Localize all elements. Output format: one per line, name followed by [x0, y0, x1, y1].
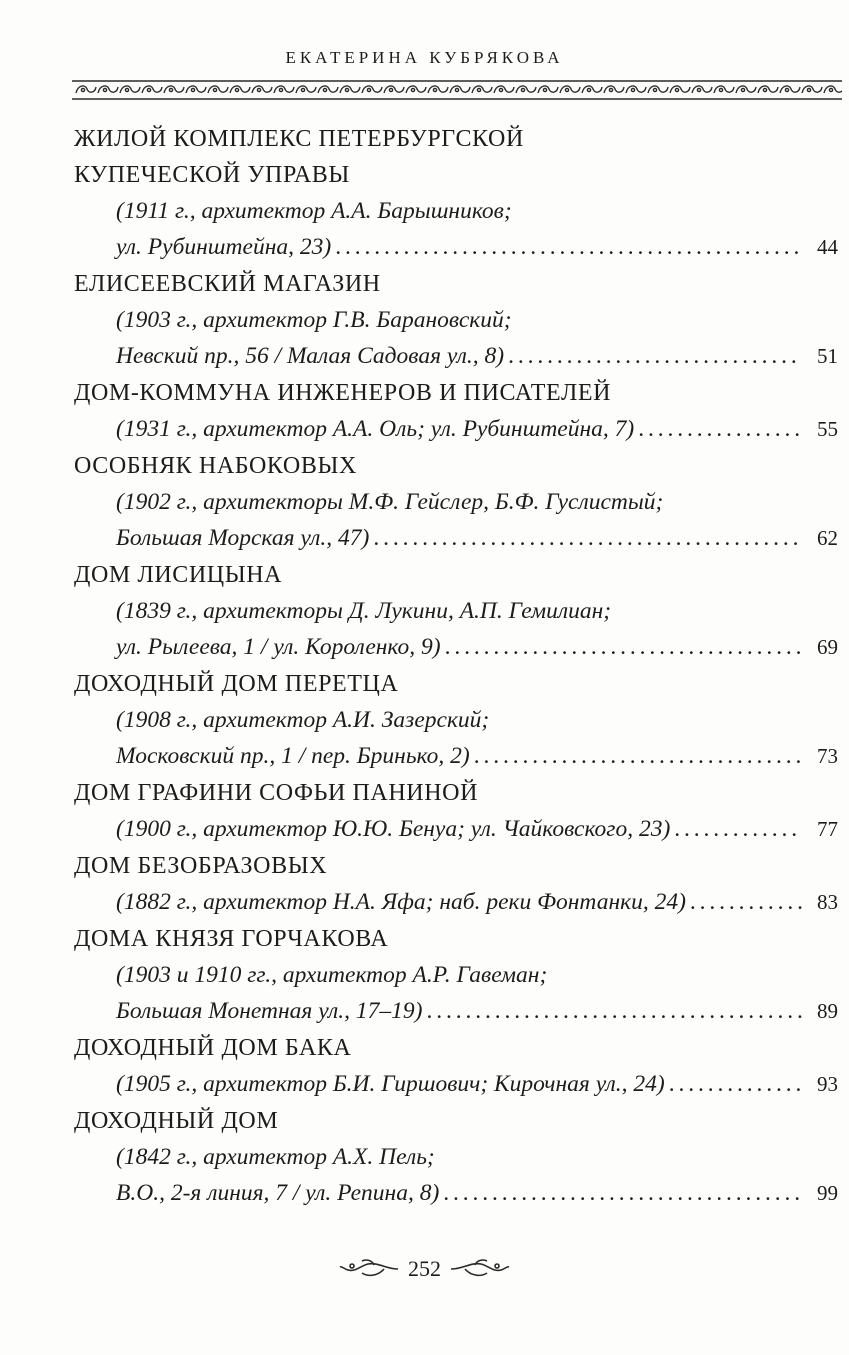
toc-entry-page: 77 [817, 817, 838, 841]
toc-entry-title: ДОХОДНЫЙ ДОМ БАКА [74, 1035, 352, 1061]
toc-entry [74, 266, 838, 374]
ornament-band [72, 79, 842, 101]
toc-entry [74, 1030, 838, 1102]
toc-entry [74, 775, 838, 847]
toc-entry-detail: (1882 г., архитектор Н.А. Яфа; наб. реки Фонтанки, 24) [116, 889, 686, 915]
dot-leader [690, 884, 802, 920]
toc-entry-title: ЕЛИСЕЕВСКИЙ МАГАЗИН [74, 271, 381, 297]
running-head: ЕКАТЕРИНА КУБРЯКОВА [285, 48, 564, 67]
toc-entry [74, 121, 838, 265]
toc-entry-detail: (1842 г., архитектор А.Х. Пель; [116, 1144, 435, 1170]
toc-entry-detail: ул. Рылеева, 1 / ул. Короленко, 9) [116, 634, 441, 660]
toc-entry-title: ОСОБНЯК НАБОКОВЫХ [74, 453, 357, 479]
right-fleuron-icon [449, 1258, 511, 1280]
dot-leader [426, 993, 802, 1029]
dot-leader [638, 411, 802, 447]
page-number: 252 [408, 1256, 441, 1281]
toc-entry-detail: (1900 г., архитектор Ю.Ю. Бенуа; ул. Чайковского, 23) [116, 816, 671, 842]
toc-entry [74, 557, 838, 665]
dot-leader [508, 338, 802, 374]
dot-leader [443, 1175, 802, 1211]
toc-entry-page: 83 [817, 890, 838, 914]
toc-entry-title: ДОХОДНЫЙ ДОМ [74, 1108, 279, 1134]
toc-entry-title: ДОМА КНЯЗЯ ГОРЧАКОВА [74, 926, 389, 952]
toc-entry-detail-line [74, 1066, 838, 1102]
toc-entry-page: 62 [817, 526, 838, 550]
toc-entry-detail: (1908 г., архитектор А.И. Зазерский; [116, 707, 490, 733]
toc-entry-detail: В.О., 2-я линия, 7 / ул. Репина, 8) [116, 1180, 440, 1206]
dot-leader [669, 1066, 802, 1102]
dot-leader [373, 520, 802, 556]
dot-leader [335, 229, 802, 265]
toc-entry-detail-line [74, 1175, 838, 1211]
left-fleuron-icon [338, 1258, 400, 1280]
toc-entry-detail: (1839 г., архитекторы Д. Лукини, А.П. Гемилиан; [116, 598, 612, 624]
toc-entry-detail-line [74, 520, 838, 556]
toc-entry-detail-line [74, 629, 838, 665]
dot-leader [674, 811, 802, 847]
toc-entry-detail: ул. Рубинштейна, 23) [116, 234, 332, 260]
toc-entry-page: 51 [817, 344, 838, 368]
toc-entry-title: ЖИЛОЙ КОМПЛЕКС ПЕТЕРБУРГСКОЙ [74, 126, 524, 152]
toc-entry-detail: (1905 г., архитектор Б.И. Гиршович; Кирочная ул., 24) [116, 1071, 665, 1097]
toc-entry-page: 69 [817, 635, 838, 659]
toc-entry-detail: Большая Морская ул., 47) [116, 525, 370, 551]
toc-entry-page: 89 [817, 999, 838, 1023]
toc-entry-page: 99 [817, 1181, 838, 1205]
toc-entry-detail-line [74, 811, 838, 847]
toc-entry [74, 848, 838, 920]
toc-entry-detail: (1903 и 1910 гг., архитектор А.Р. Гавеман; [116, 962, 548, 988]
toc-entry-page: 55 [817, 417, 838, 441]
toc-entry-detail-line [74, 993, 838, 1029]
toc-entry [74, 448, 838, 556]
dot-leader [474, 738, 802, 774]
toc-entry-detail: (1911 г., архитектор А.А. Барышников; [116, 198, 512, 224]
toc-entry-title: КУПЕЧЕСКОЙ УПРАВЫ [74, 162, 350, 188]
toc-entry-page: 44 [817, 235, 838, 259]
toc-entry-title: ДОМ ЛИСИЦЫНА [74, 562, 283, 588]
toc-entry-title: ДОМ БЕЗОБРАЗОВЫХ [74, 853, 328, 879]
toc-entry [74, 1103, 838, 1211]
toc-entry-detail-line [74, 338, 838, 374]
toc-entry-title: ДОМ ГРАФИНИ СОФЬИ ПАНИНОЙ [74, 780, 479, 806]
page-footer [0, 1256, 849, 1282]
table-of-contents [74, 121, 838, 1212]
toc-entry-page: 93 [817, 1072, 838, 1096]
toc-entry-detail-line [74, 411, 838, 447]
toc-entry-detail: Большая Монетная ул., 17–19) [116, 998, 423, 1024]
dot-leader [445, 629, 802, 665]
toc-entry-detail: (1931 г., архитектор А.А. Оль; ул. Рубинштейна, 7) [116, 416, 635, 442]
toc-entry [74, 921, 838, 1029]
toc-entry-detail: (1902 г., архитекторы М.Ф. Гейслер, Б.Ф. Гуслистый; [116, 489, 664, 515]
toc-entry-detail-line [74, 229, 838, 265]
toc-entry-detail: Невский пр., 56 / Малая Садовая ул., 8) [116, 343, 505, 369]
toc-entry-detail: Московский пр., 1 / пер. Бринько, 2) [116, 743, 470, 769]
toc-entry [74, 375, 838, 447]
toc-entry-title: ДОХОДНЫЙ ДОМ ПЕРЕТЦА [74, 671, 399, 697]
toc-entry-page: 73 [817, 744, 838, 768]
toc-entry-title: ДОМ-КОММУНА ИНЖЕНЕРОВ И ПИСАТЕЛЕЙ [74, 380, 612, 406]
toc-entry-detail-line [74, 884, 838, 920]
toc-entry-detail: (1903 г., архитектор Г.В. Барановский; [116, 307, 512, 333]
toc-entry-detail-line [74, 738, 838, 774]
toc-entry [74, 666, 838, 774]
